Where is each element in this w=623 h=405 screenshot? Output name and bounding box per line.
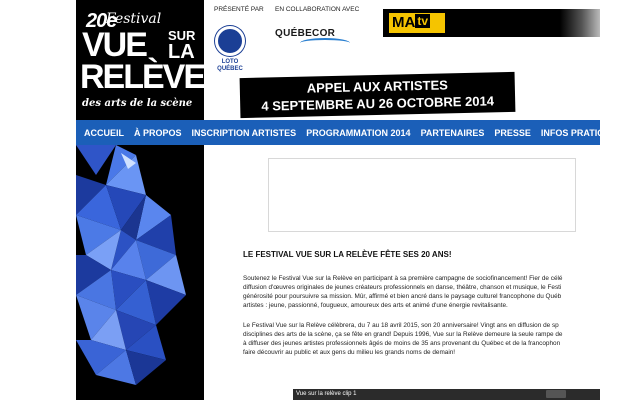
nav-programmation[interactable]: PROGRAMMATION 2014 — [306, 127, 411, 138]
banner-line2: 4 SEPTEMBRE AU 26 OCTOBRE 2014 — [261, 93, 495, 114]
loto-quebec-emblem-icon — [215, 26, 245, 56]
article-headline: LE FESTIVAL VUE SUR LA RELÈVE FÊTE SES 20 ANS! — [243, 250, 452, 259]
loto-line2: QUÉBEC — [217, 66, 243, 72]
nav-accueil[interactable]: ACCUEIL — [84, 127, 124, 138]
nav-a-propos[interactable]: À PROPOS — [134, 127, 182, 138]
article-paragraph-2-line-3: à diffuser des jeunes artistes professionnels âgés de moins de 35 ans provenant du Québec et de la francophon — [243, 340, 561, 347]
quebecor-logo[interactable]: QUÉBECOR — [275, 28, 336, 39]
nav-partenaires[interactable]: PARTENAIRES — [420, 127, 485, 138]
video-clip-title: Vue sur la relève clip 1 — [296, 391, 357, 397]
matv-face-image — [560, 9, 600, 37]
loto-quebec-text — [213, 59, 247, 73]
presented-by-label: PRÉSENTÉ PAR — [214, 6, 264, 13]
article-paragraph-1-line-2: diffusion d'œuvres originales de jeunes créateurs professionnels en danse, théâtre, chanson et musique, le Festi — [243, 284, 562, 291]
article-paragraph-2-line-1: Le Festival Vue sur la Relève célèbrera, du 7 au 18 avril 2015, son 20 anniversaire! Vingt ans en diffusion de sp — [243, 322, 559, 329]
collaboration-label: EN COLLABORATION AVEC — [275, 6, 360, 13]
logo-la-word: LA — [168, 41, 195, 63]
nav-inscription-artistes[interactable]: INSCRIPTION ARTISTES — [191, 127, 297, 138]
banner-line1: APPEL AUX ARTISTES — [306, 77, 449, 96]
loto-line1: LOTO — [221, 59, 239, 65]
nav-infos-pratiques[interactable]: INFOS PRATIQUES — [540, 127, 623, 138]
video-controls-icon[interactable] — [546, 390, 566, 398]
matv-ma: MA — [392, 14, 416, 31]
loto-quebec-logo[interactable] — [213, 26, 247, 74]
article-paragraph-2-line-4: faire découvrir au public et aux gens du milieu les grands noms de demain! — [243, 349, 456, 356]
logo-sur-word: SUR — [168, 28, 196, 43]
matv-logo — [389, 13, 445, 33]
logo-number: 20e — [86, 10, 117, 32]
festival-logo[interactable] — [76, 0, 204, 120]
logo-releve-word: RELÈVE — [80, 58, 205, 96]
article-paragraph-1-line-3: générosité pour poursuivre sa mission. Mûr, affirmé et bien ancré dans le paysage culturel francophone du Québ — [243, 293, 562, 300]
logo-tagline: des arts de la scène — [82, 98, 193, 109]
quebecor-swoosh-icon — [300, 38, 350, 48]
polygon-art-image — [76, 145, 204, 400]
article-paragraph-1-line-4: artistes : jeune, passionné, fougueux, amoureux des arts et animé d'une énergie revitalisante. — [243, 302, 508, 309]
matv-ad[interactable] — [383, 9, 600, 37]
left-margin — [0, 0, 76, 400]
logo-festival-word: Festival — [106, 11, 162, 27]
matv-tv: tv — [417, 14, 428, 28]
sidebar-art — [76, 145, 204, 400]
article-paragraph-2-line-2: disciplines des arts de la scène, ça se fête en grand! Depuis 1996, Vue sur la Relève demeure la seule rampe de — [243, 331, 563, 338]
logo-vue-word: VUE — [82, 26, 146, 64]
nav-presse[interactable]: PRESSE — [494, 127, 531, 138]
video-embed-frame[interactable] — [268, 158, 576, 232]
article-paragraph-1-line-1: Soutenez le Festival Vue sur la Relève en participant à sa première campagne de sociofinancement! Fier de célé — [243, 275, 563, 282]
main-nav — [76, 120, 623, 145]
call-for-artists-banner[interactable] — [240, 72, 516, 118]
video-clip-player[interactable] — [293, 389, 600, 400]
